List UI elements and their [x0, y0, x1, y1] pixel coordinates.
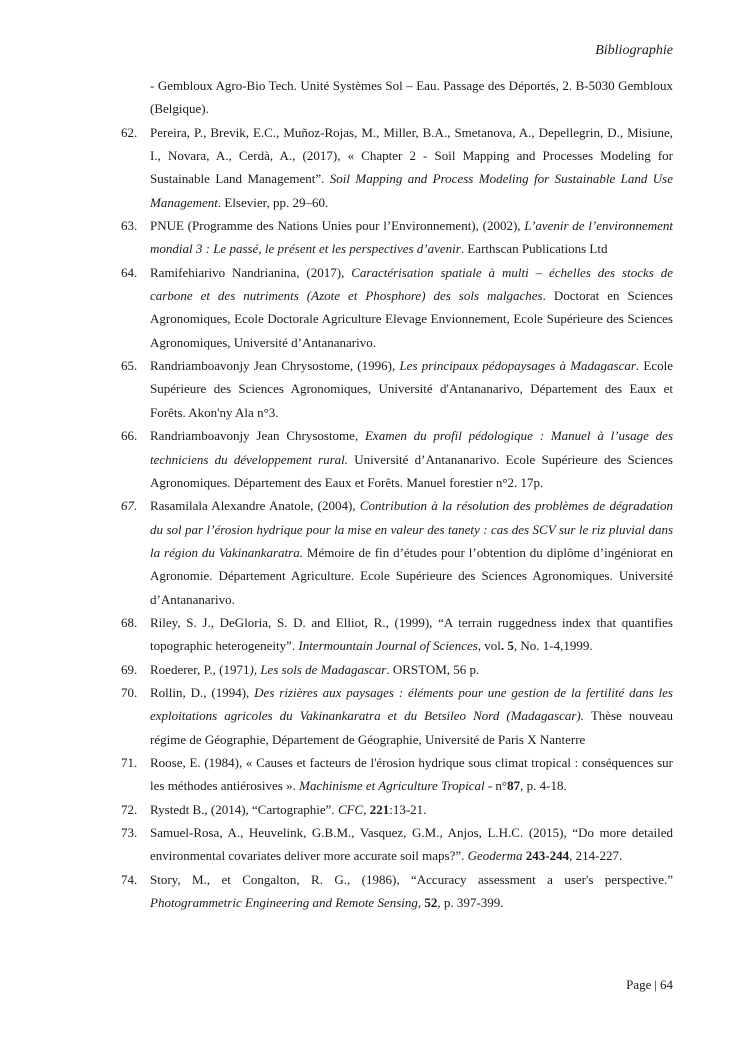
entry-text: ,	[417, 895, 425, 911]
bibliography-entry	[121, 611, 673, 658]
entry-number: 66.	[121, 428, 138, 444]
entry-number: 64.	[121, 264, 138, 280]
page-header-title: Bibliographie	[595, 43, 673, 58]
page-separator: |	[654, 977, 657, 992]
entry-title-italic: Caractérisation spatiale à multi – échelles des stocks de carbone et des nutriments (Azote et Phosphore) des sols malgaches	[150, 264, 673, 304]
entry-number: 65.	[121, 358, 138, 374]
entry-text: Randriamboavonjy Jean Chrysostome, (1996),	[150, 358, 400, 374]
bibliography-entry	[121, 868, 673, 915]
entry-title-italic: Geoderma	[467, 848, 523, 864]
entry-text: :13-21.	[389, 801, 427, 817]
entry-text: . Ecole Supérieure des Sciences Agronomiques, Université d'Antananarivo, Département des Eaux et Forêts. Akon'ny Ala n°3.	[150, 358, 673, 420]
entry-number: 63.	[121, 218, 138, 234]
bibliography-entry	[121, 798, 673, 821]
entry-volume-bold: 243-244	[525, 848, 570, 864]
bibliography-entry	[150, 74, 673, 121]
entry-number: 62.	[121, 124, 138, 140]
entry-title-italic: ), Les sols de Madagascar	[249, 661, 387, 677]
entry-text: , p. 4-18.	[520, 778, 567, 794]
entry-number: 72.	[121, 801, 138, 817]
entry-text: Roose, E. (1984), « Causes et facteurs de l'érosion hydrique sous climat tropical : conséquences sur les méthodes antiérosives ».	[150, 754, 673, 794]
entry-title-italic: Machinisme et Agriculture Tropical	[299, 778, 485, 794]
bibliography-entry	[121, 494, 673, 611]
entry-volume-bold: . 5	[500, 638, 514, 654]
entry-number: 73.	[121, 825, 138, 840]
bibliography-entry	[121, 354, 673, 424]
entry-text: . Elsevier, pp. 29–60.	[217, 194, 329, 210]
page-number: 64	[660, 977, 673, 992]
entry-title-italic: Intermountain Journal of Sciences	[298, 638, 478, 654]
bibliography-entry	[121, 821, 673, 868]
entry-text: Samuel-Rosa, A., Heuvelink, G.B.M., Vasquez, G.M., Anjos, L.H.C. (2015), “Do more detailed environmental covariates deliver more accurate soil maps?”.	[150, 825, 673, 864]
bibliography-entry	[121, 658, 673, 681]
entry-text: Ramifehiarivo Nandrianina, (2017),	[150, 264, 352, 280]
entry-volume-bold: 52	[424, 895, 438, 911]
entry-number: 74.	[121, 871, 138, 887]
entry-text: PNUE (Programme des Nations Unies pour l’Environnement), (2002),	[150, 218, 525, 234]
entry-title-italic: Photogrammetric Engineering and Remote Sensing	[150, 895, 418, 911]
entry-text: Randriamboavonjy Jean Chrysostome,	[150, 428, 365, 444]
entry-title-italic: Contribution à la résolution des problèmes de dégradation du sol par l’érosion hydrique pour la mise en valeur des tanety : cas des SCV sur le riz pluvial dans la région du Vakinankaratra.	[150, 498, 673, 560]
entry-text: . ORSTOM, 56 p.	[386, 661, 480, 677]
bibliography-entry	[121, 681, 673, 751]
entry-text: Riley, S. J., DeGloria, S. D. and Elliot, R., (1999), “A terrain ruggedness index that quantifies topographic heterogeneity”.	[150, 614, 673, 654]
entry-text: Mémoire de fin d’études pour l’obtention du diplôme d’ingéniorat en Agronomie. Département Agriculture. Ecole Supérieure des Sciences Agronomiques. Université d’Antananarivo.	[150, 544, 673, 607]
entry-volume-bold: 87	[507, 778, 521, 794]
entry-text: Rasamilala Alexandre Anatole, (2004),	[150, 498, 360, 514]
entry-title-italic: Examen du profil pédologique : Manuel à l’usage des techniciens du développement rural.	[150, 428, 673, 467]
entry-text: , vol	[477, 638, 501, 654]
entry-number: 70.	[121, 684, 138, 700]
entry-volume-bold: 221	[369, 801, 390, 817]
page-footer	[626, 977, 673, 993]
entry-text: Thèse nouveau régime de Géographie, Département de Géographie, Université de Paris X Nanterre	[150, 708, 673, 747]
entry-text: Story, M., et Congalton, R. G., (1986), “Accuracy assessment a user's perspective.”	[150, 871, 673, 887]
entry-number: 71.	[121, 754, 138, 770]
entry-text: Roederer, P., (1971	[150, 661, 250, 677]
entry-text: Rystedt B., (2014), “Cartographie”.	[150, 801, 338, 817]
bibliography-entry	[121, 121, 673, 214]
entry-text: , No. 1-4,1999.	[513, 638, 593, 654]
entry-number: 68.	[121, 614, 138, 630]
entry-text: , 214-227.	[569, 848, 623, 864]
entry-text: - Gembloux Agro-Bio Tech. Unité Systèmes Sol – Eau. Passage des Déportés, 2. B-5030 Gembloux (Belgique).	[150, 78, 673, 117]
entry-text: . Earthscan Publications Ltd	[460, 241, 608, 257]
entry-title-italic: CFC	[337, 801, 364, 817]
entry-title-italic: Soil Mapping and Process Modeling for Sustainable Land Use Management	[150, 171, 673, 210]
entry-number: 69.	[121, 661, 138, 677]
entry-text: Pereira, P., Brevik, E.C., Muñoz-Rojas, M., Miller, B.A., Smetanova, A., Depellegrin, D., Misiune, I., Novara, A., Cerdà, A., (2017), « Chapter 2 - Soil Mapping and Processes Modeling for Sustainable Land Management”.	[150, 124, 673, 187]
entry-text: , p. 397-399.	[437, 895, 504, 911]
entry-text: - n°	[484, 778, 508, 794]
entry-title-italic: L’avenir de l’environnement mondial 3 : Le passé, le présent et les perspectives d’avenir	[150, 218, 673, 257]
bibliography-entry	[121, 261, 673, 354]
page-label: Page	[626, 977, 652, 992]
bibliography-entry	[121, 751, 673, 798]
bibliography-entry	[121, 424, 673, 494]
entry-number: 67.	[121, 498, 138, 514]
entry-title-italic: Des rizières aux paysages : éléments pour une gestion de la fertilité dans les exploitations agricoles du Vakinankaratra et du Betsileo Nord (Madagascar).	[150, 684, 673, 724]
entry-text: Rollin, D., (1994),	[150, 684, 255, 700]
bibliography-list	[121, 74, 673, 914]
entry-title-italic: Les principaux pédopaysages à Madagascar	[399, 358, 636, 374]
bibliography-entry	[121, 214, 673, 261]
entry-text: Université d’Antananarivo. Ecole Supérieure des Sciences Agronomiques. Département des Eaux et Forêts. Manuel forestier n°2. 17p.	[150, 451, 673, 490]
entry-text: . Doctorat en Sciences Agronomiques, Ecole Doctorale Agriculture Elevage Envionnement, Ecole Supérieure des Sciences Agronomiques, Université d’Antananarivo.	[150, 288, 673, 350]
entry-text: ,	[363, 801, 370, 817]
